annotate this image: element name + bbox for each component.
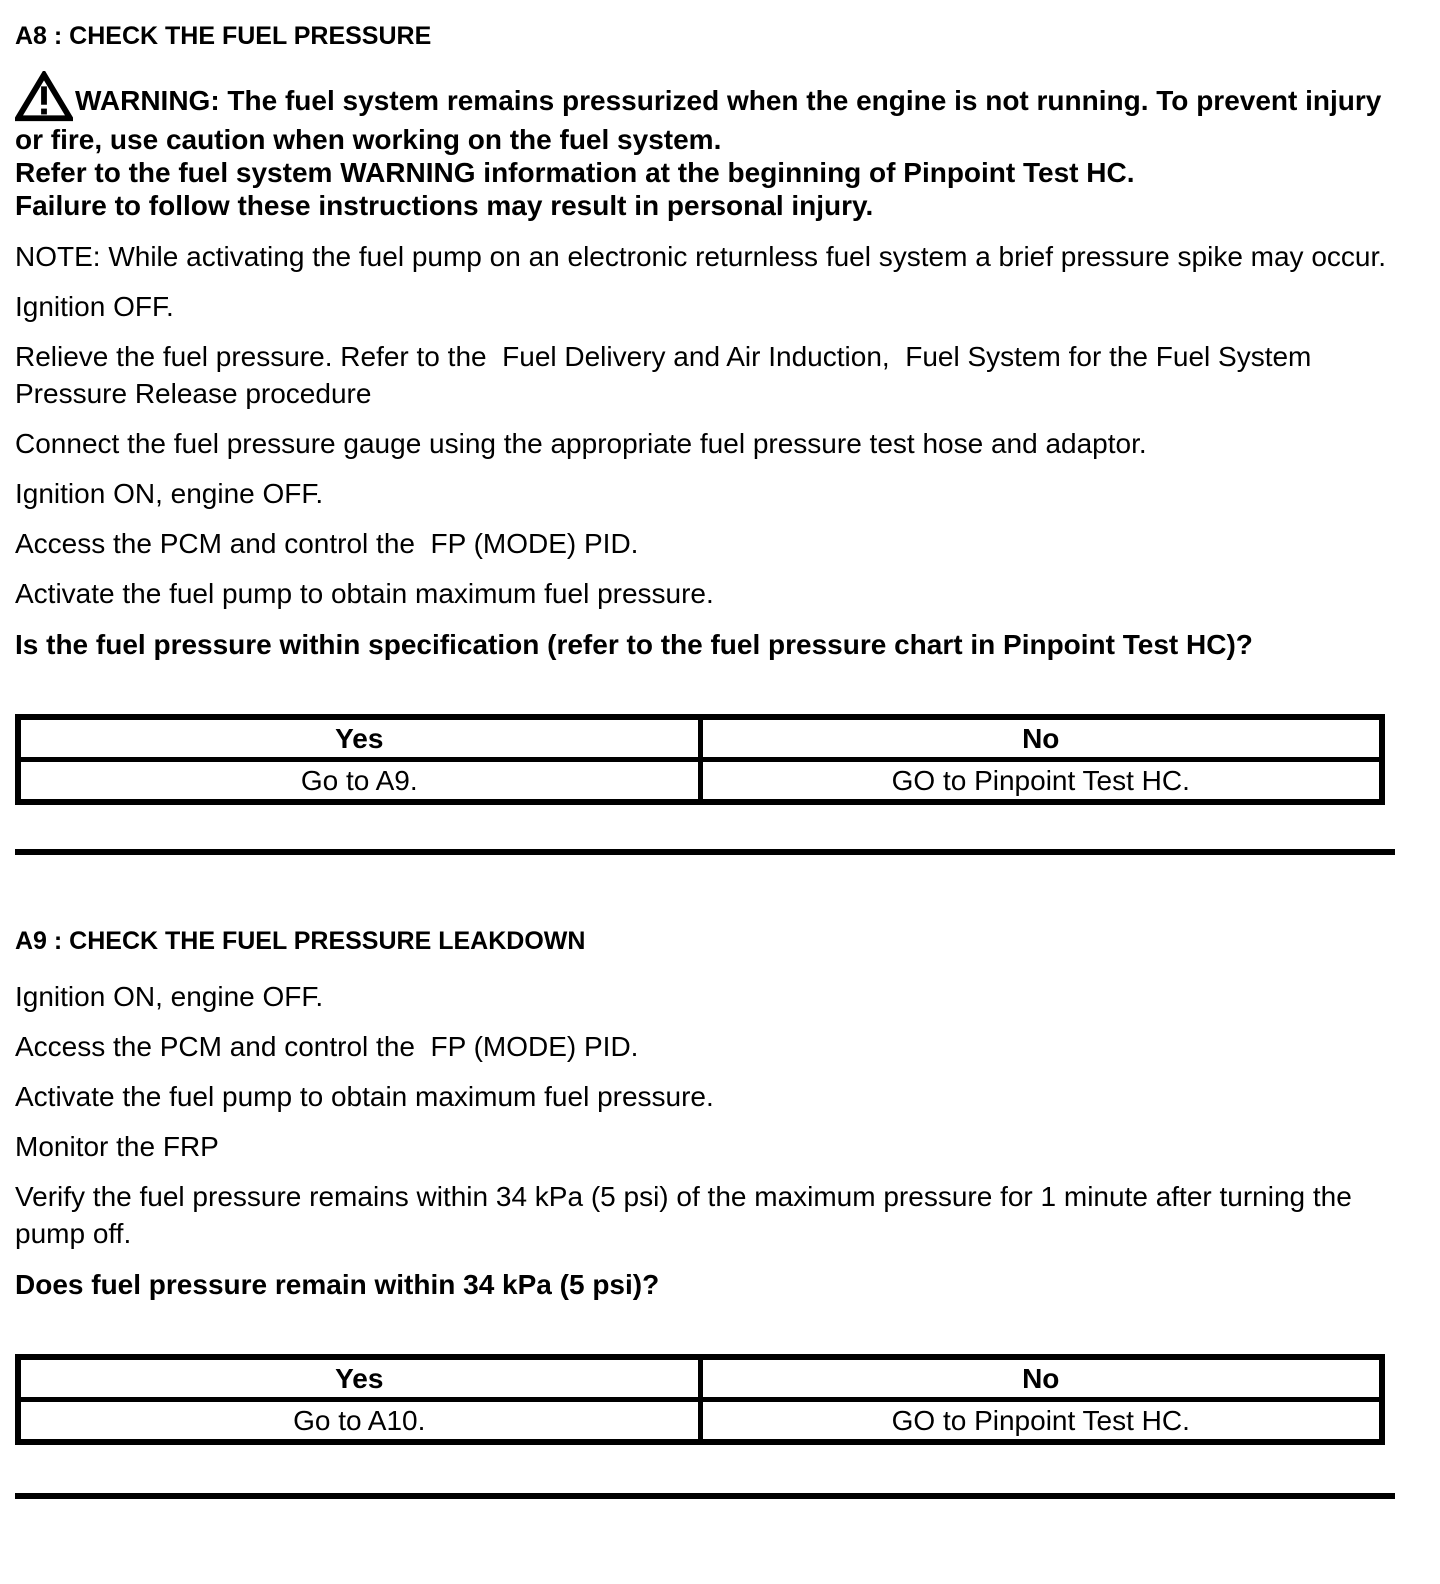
- table-header-no: No: [700, 717, 1382, 760]
- table-header-yes: Yes: [18, 1357, 700, 1400]
- step-activate-pump: Activate the fuel pump to obtain maximum fuel pressure.: [15, 1081, 714, 1112]
- question-a8: Is the fuel pressure within specification (refer to the fuel pressure chart in Pinpoint Test HC)?: [15, 629, 1253, 660]
- step-relieve-pressure: Relieve the fuel pressure. Refer to the Fuel Delivery and Air Induction, Fuel System for the Fuel System Pressure Release procedure: [15, 341, 1320, 409]
- warning-text-line3: Failure to follow these instructions may result in personal injury.: [15, 190, 874, 221]
- section-a9-heading: A9 : CHECK THE FUEL PRESSURE LEAKDOWN: [15, 927, 586, 955]
- table-cell-yes-action: Go to A10.: [18, 1400, 700, 1443]
- step-access-pcm: Access the PCM and control the FP (MODE) PID.: [15, 1031, 639, 1062]
- table-row: [18, 1400, 1382, 1443]
- step-access-pcm: Access the PCM and control the FP (MODE) PID.: [15, 528, 639, 559]
- page-bottom-divider: [15, 1493, 1395, 1499]
- answer-table-a9: [15, 1354, 1385, 1445]
- section-divider: [15, 849, 1395, 855]
- section-a9: [15, 927, 1400, 1499]
- table-cell-no-action: GO to Pinpoint Test HC.: [700, 760, 1382, 803]
- step-connect-gauge: Connect the fuel pressure gauge using the appropriate fuel pressure test hose and adaptor.: [15, 428, 1147, 459]
- warning-text-line1: WARNING: The fuel system remains pressurized when the engine is not running. To prevent injury or fire, use caution when working on the fuel system.: [15, 85, 1382, 155]
- section-a8: [15, 22, 1400, 855]
- table-row: [18, 760, 1382, 803]
- step-ignition-off: Ignition OFF.: [15, 291, 174, 322]
- question-a9: Does fuel pressure remain within 34 kPa (5 psi)?: [15, 1269, 660, 1300]
- table-header-row: [18, 717, 1382, 760]
- step-activate-pump: Activate the fuel pump to obtain maximum fuel pressure.: [15, 578, 714, 609]
- section-a8-heading: A8 : CHECK THE FUEL PRESSURE: [15, 22, 432, 50]
- step-ignition-on: Ignition ON, engine OFF.: [15, 981, 324, 1012]
- table-header-row: [18, 1357, 1382, 1400]
- step-monitor-frp: Monitor the FRP: [15, 1131, 219, 1162]
- step-ignition-on: Ignition ON, engine OFF.: [15, 478, 324, 509]
- warning-text-line2: Refer to the fuel system WARNING information at the beginning of Pinpoint Test HC.: [15, 157, 1135, 188]
- table-header-no: No: [700, 1357, 1382, 1400]
- table-cell-yes-action: Go to A9.: [18, 760, 700, 803]
- step-verify-pressure: Verify the fuel pressure remains within 34 kPa (5 psi) of the maximum pressure for 1 minute after turning the pump off.: [15, 1181, 1360, 1249]
- step-note: NOTE: While activating the fuel pump on an electronic returnless fuel system a brief pressure spike may occur.: [15, 241, 1387, 272]
- warning-block: [15, 71, 1400, 222]
- table-header-yes: Yes: [18, 717, 700, 760]
- table-cell-no-action: GO to Pinpoint Test HC.: [700, 1400, 1382, 1443]
- answer-table-a8: [15, 714, 1385, 805]
- warning-triangle-icon: [15, 71, 73, 123]
